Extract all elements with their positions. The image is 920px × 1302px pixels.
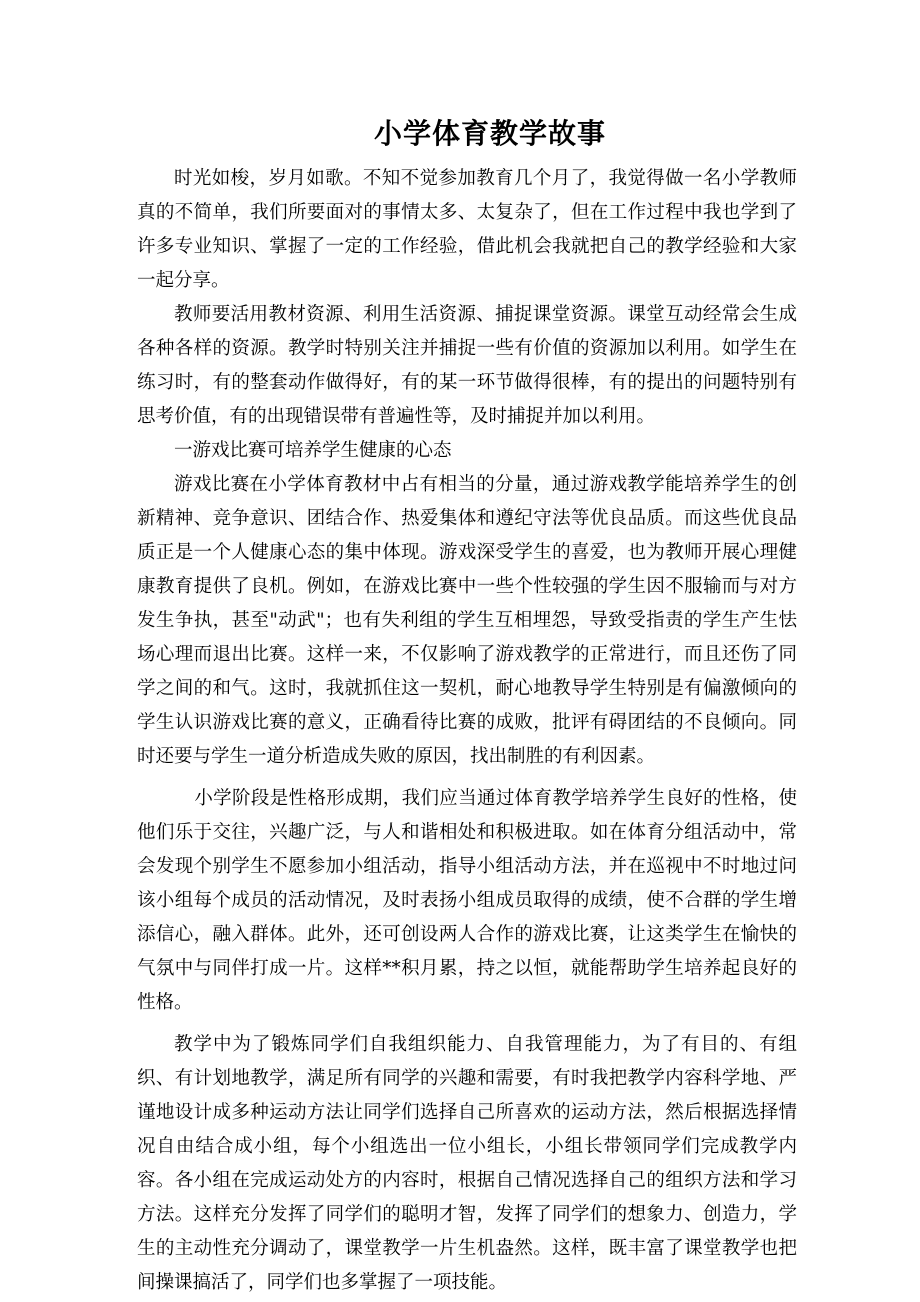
document-body — [137, 162, 797, 1300]
paragraph-character: 小学阶段是性格形成期，我们应当通过体育教学培养学生良好的性格，使他们乐于交往，兴趣广泛，与人和谐相处和积极进取。如在体育分组活动中，常会发现个别学生不愿参加小组活动，指导小组活动方法，并在巡视中不时地过问该小组每个成员的活动情况，及时表扬小组成员取得的成绩，使不合群的学生增添信心，融入群体。此外，还可创设两人合作的游戏比赛，让这类学生在愉快的气氛中与同伴打成一片。这样**积月累，持之以恒，就能帮助学生培养起良好的性格。 — [137, 788, 797, 1013]
section-heading-games: 一游戏比赛可培养学生健康的心态 — [174, 440, 452, 461]
paragraph-self-management: 教学中为了锻炼同学们自我组织能力、自我管理能力，为了有目的、有组织、有计划地教学，满足所有同学的兴趣和需要，有时我把教学内容科学地、严谨地设计成多种运动方法让同学们选择自己所喜欢的运动方法，然后根据选择情况自由结合成小组，每个小组选出一位小组长，小组长带领同学们完成教学内容。各小组在完成运动处方的内容时，根据自己情况选择自己的组织方法和学习方法。这样充分发挥了同学们的聪明才智，发挥了同学们的想象力、创造力，学生的主动性充分调动了，课堂教学一片生机盎然。这样，既丰富了课堂教学也把间操课搞活了，同学们也多掌握了一项技能。 — [137, 1034, 797, 1293]
paragraph-games: 游戏比赛在小学体育教材中占有相当的分量，通过游戏教学能培养学生的创新精神、竞争意识、团结合作、热爱集体和遵纪守法等优良品质。而这些优良品质正是一个人健康心态的集中体现。游戏深受学生的喜爱，也为教师开展心理健康教育提供了良机。例如，在游戏比赛中一些个性较强的学生因不服输而与对方发生争执，甚至"动武"；也有失利组的学生互相埋怨，导致受指责的学生产生怯场心理而退出比赛。这样一来，不仅影响了游戏教学的正常进行，而且还伤了同学之间的和气。这时，我就抓住这一契机，耐心地教导学生特别是有偏激倾向的学生认识游戏比赛的意义，正确看待比赛的成败，批评有碍团结的不良倾向。同时还要与学生一道分析造成失败的原因，找出制胜的有利因素。 — [137, 474, 797, 767]
paragraph-intro: 时光如梭，岁月如歌。不知不觉参加教育几个月了，我觉得做一名小学教师真的不简单，我们所要面对的事情太多、太复杂了，但在工作过程中我也学到了许多专业知识、掌握了一定的工作经验，借此机会我就把自己的教学经验和大家一起分享。 — [137, 168, 797, 291]
paragraph-resources: 教师要活用教材资源、利用生活资源、捕捉课堂资源。课堂互动经常会生成各种各样的资源。教学时特别关注并捕捉一些有价值的资源加以利用。如学生在练习时，有的整套动作做得好，有的某一环节做得很棒，有的提出的问题特别有思考价值，有的出现错误带有普遍性等，及时捕捉并加以利用。 — [137, 304, 797, 427]
document-title: 小学体育教学故事 — [373, 117, 606, 150]
